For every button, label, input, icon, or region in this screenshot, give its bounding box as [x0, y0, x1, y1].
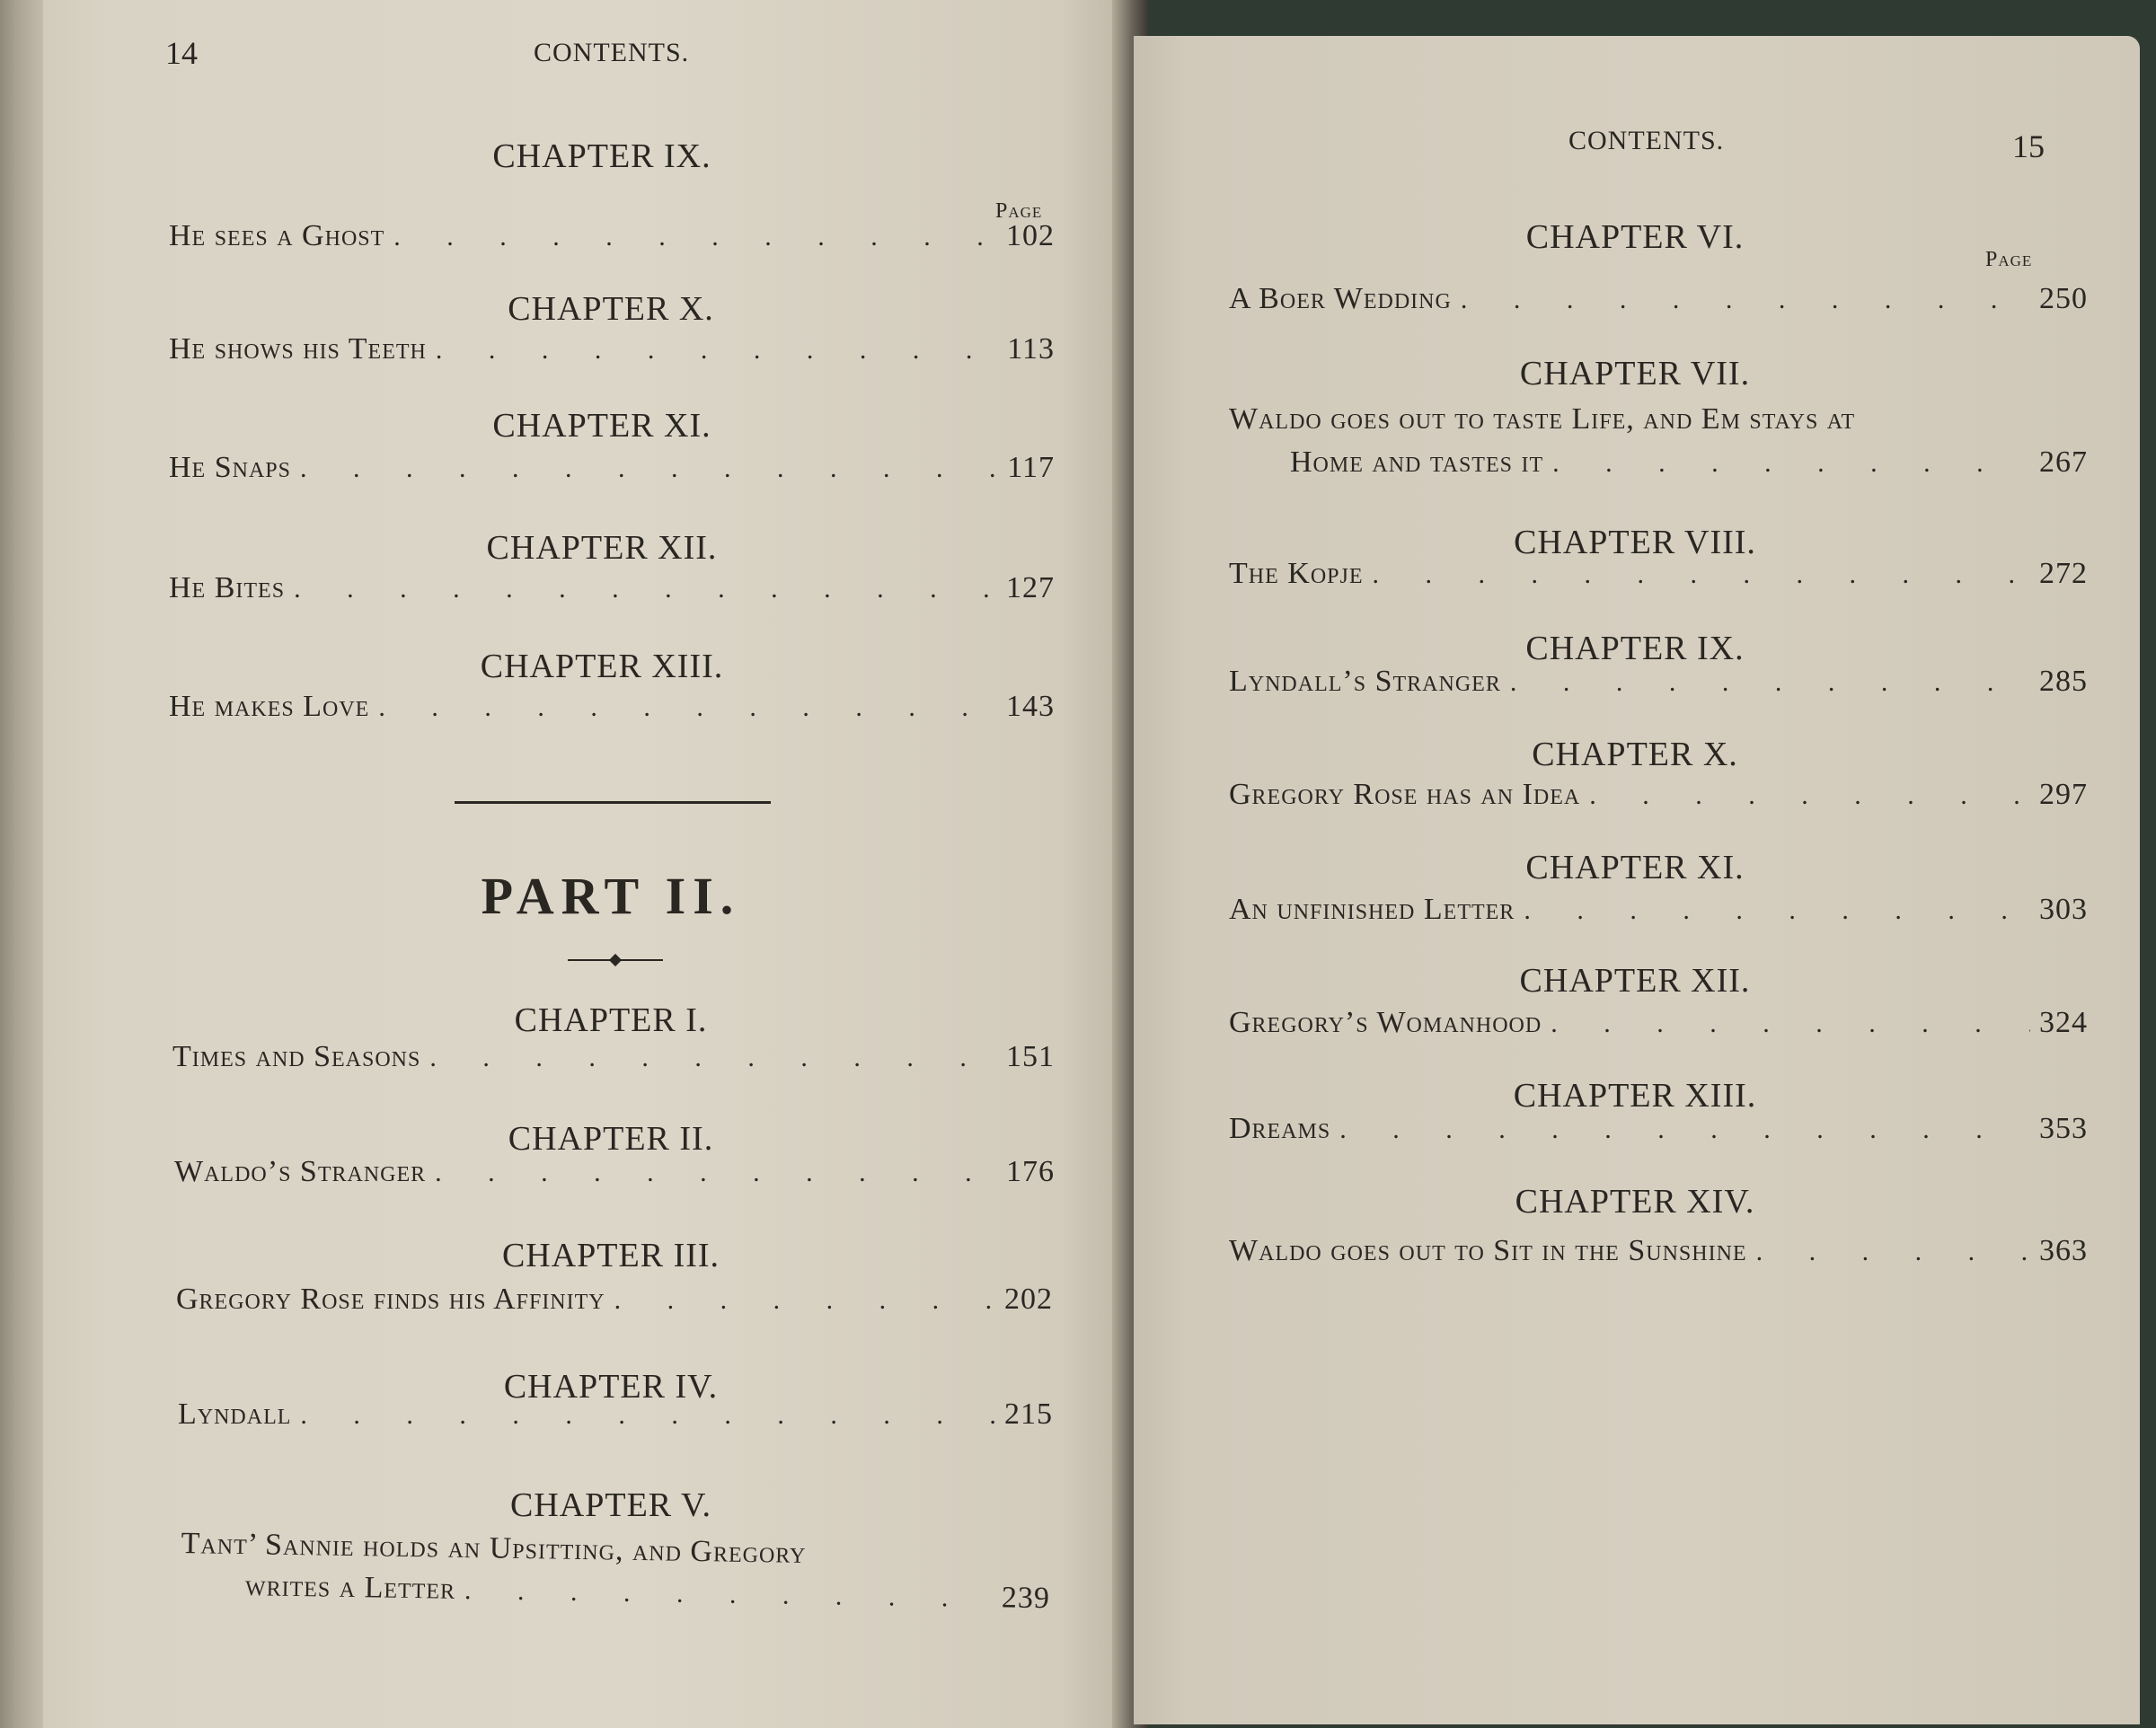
chapter-heading: CHAPTER IX.	[1525, 630, 1745, 667]
entry-page: 151	[1006, 1040, 1055, 1073]
entry-title: Times and Seasons	[172, 1040, 421, 1073]
dot-leader	[1510, 667, 2030, 698]
toc-entry	[176, 1283, 1053, 1317]
page-column-label: Page	[995, 199, 1043, 223]
toc-entry	[169, 690, 1055, 724]
entry-page: 102	[1006, 219, 1055, 252]
toc-entry	[178, 1397, 1053, 1432]
toc-entry	[1229, 1234, 2088, 1268]
running-head: CONTENTS.	[534, 38, 690, 67]
toc-entry	[1229, 778, 2088, 812]
entry-title: The Kopje	[1229, 557, 1364, 590]
entry-title: He Bites	[169, 571, 286, 604]
toc-entry	[181, 1527, 1051, 1616]
chapter-heading: CHAPTER XIII.	[1513, 1077, 1757, 1115]
entry-title-line2: writes a Letter	[244, 1569, 456, 1606]
dot-leader	[436, 335, 998, 366]
dot-leader	[393, 222, 997, 252]
entry-title: Waldo’s Stranger	[174, 1155, 427, 1188]
toc-entry	[169, 571, 1055, 605]
dot-leader	[294, 574, 997, 604]
dot-leader	[1339, 1115, 2030, 1145]
entry-page: 113	[1007, 332, 1055, 366]
dot-leader	[300, 454, 998, 484]
entry-page: 297	[2039, 778, 2088, 811]
entry-page: 176	[1006, 1155, 1055, 1188]
entry-title: Dreams	[1229, 1112, 1331, 1145]
toc-entry	[169, 332, 1055, 366]
chapter-heading: CHAPTER VIII.	[1514, 524, 1756, 561]
entry-title: Waldo goes out to Sit in the Sunshine	[1229, 1234, 1747, 1267]
entry-title: An unfinished Letter	[1229, 893, 1515, 926]
dot-leader	[464, 1575, 993, 1614]
entry-page: 353	[2039, 1112, 2088, 1145]
dot-leader	[1589, 780, 2030, 811]
dot-leader	[300, 1400, 995, 1431]
page-number: 14	[165, 35, 198, 71]
toc-entry	[1229, 557, 2088, 591]
entry-title: A Boer Wedding	[1229, 282, 1452, 315]
ornament-icon	[609, 954, 622, 966]
chapter-heading: CHAPTER VII.	[1519, 355, 1751, 392]
chapter-heading: CHAPTER V.	[510, 1486, 711, 1524]
chapter-heading: CHAPTER II.	[508, 1120, 714, 1158]
entry-title: Lyndall’s Stranger	[1229, 665, 1501, 698]
dot-leader	[378, 692, 997, 723]
entry-title: Gregory Rose finds his Affinity	[176, 1283, 605, 1316]
entry-title: He sees a Ghost	[169, 219, 385, 252]
chapter-heading: CHAPTER I.	[514, 1001, 708, 1039]
running-head: CONTENTS.	[1568, 126, 1725, 155]
toc-entry	[1229, 1112, 2088, 1146]
dot-leader	[1756, 1237, 2030, 1267]
chapter-heading: CHAPTER X.	[508, 290, 714, 328]
entry-page: 143	[1006, 690, 1055, 723]
chapter-heading: CHAPTER VI.	[1525, 218, 1745, 256]
entry-title: He Snaps	[169, 451, 291, 484]
toc-entry	[1229, 893, 2088, 927]
chapter-heading: CHAPTER XIV.	[1515, 1183, 1755, 1221]
toc-entry	[1229, 665, 2088, 699]
entry-page: 285	[2039, 665, 2088, 698]
entry-page: 215	[1004, 1397, 1053, 1431]
chapter-heading: CHAPTER IV.	[503, 1368, 719, 1406]
chapter-heading: CHAPTER IX.	[492, 137, 711, 175]
toc-entry	[1229, 282, 2088, 316]
dot-leader	[1551, 1009, 2030, 1039]
entry-page: 250	[2039, 282, 2088, 315]
entry-page: 363	[2039, 1234, 2088, 1267]
page-edge	[0, 0, 43, 1728]
chapter-heading: CHAPTER III.	[501, 1237, 720, 1274]
dot-leader	[1461, 285, 2030, 315]
section-rule	[455, 801, 771, 804]
entry-page: 324	[2039, 1006, 2088, 1039]
entry-title: He shows his Teeth	[169, 332, 427, 366]
toc-entry	[174, 1155, 1055, 1189]
dot-leader	[1524, 895, 2030, 926]
chapter-heading: CHAPTER X.	[1532, 736, 1738, 773]
entry-title: Gregory Rose has an Idea	[1229, 778, 1581, 811]
entry-page: 117	[1007, 451, 1055, 484]
chapter-heading: CHAPTER XII.	[486, 529, 718, 567]
entry-page: 272	[2039, 557, 2088, 590]
entry-page: 202	[1004, 1283, 1053, 1316]
right-page	[1134, 36, 2140, 1724]
entry-page: 127	[1006, 571, 1055, 604]
chapter-heading: CHAPTER XII.	[1519, 962, 1751, 1000]
dot-leader	[1373, 560, 2031, 590]
dot-leader	[1552, 448, 2030, 479]
toc-entry	[172, 1040, 1055, 1074]
dot-leader	[614, 1285, 995, 1316]
entry-title-line2: Home and tastes it	[1290, 445, 1544, 479]
chapter-heading: CHAPTER XIII.	[480, 648, 724, 685]
chapter-heading: CHAPTER XI.	[492, 407, 711, 445]
entry-page: 267	[2039, 445, 2088, 479]
entry-page: 303	[2039, 893, 2088, 926]
dot-leader	[435, 1158, 997, 1188]
toc-entry	[1229, 1006, 2088, 1040]
dot-leader	[429, 1043, 997, 1073]
chapter-heading: CHAPTER XI.	[1525, 849, 1745, 886]
entry-title: He makes Love	[169, 690, 370, 723]
entry-title: Gregory’s Womanhood	[1229, 1006, 1542, 1039]
entry-page: 239	[1001, 1581, 1051, 1616]
toc-entry	[169, 219, 1055, 253]
entry-title: Lyndall	[178, 1397, 292, 1431]
part-title: PART II.	[481, 867, 741, 925]
page-column-label: Page	[1985, 248, 2033, 271]
entry-title-line1: Tant’ Sannie holds an Upsitting, and Gregory	[181, 1527, 807, 1570]
entry-title-line1: Waldo goes out to taste Life, and Em stays at	[1229, 402, 1856, 436]
page-number: 15	[2012, 128, 2045, 164]
toc-entry	[169, 451, 1055, 485]
toc-entry	[1229, 402, 2088, 480]
